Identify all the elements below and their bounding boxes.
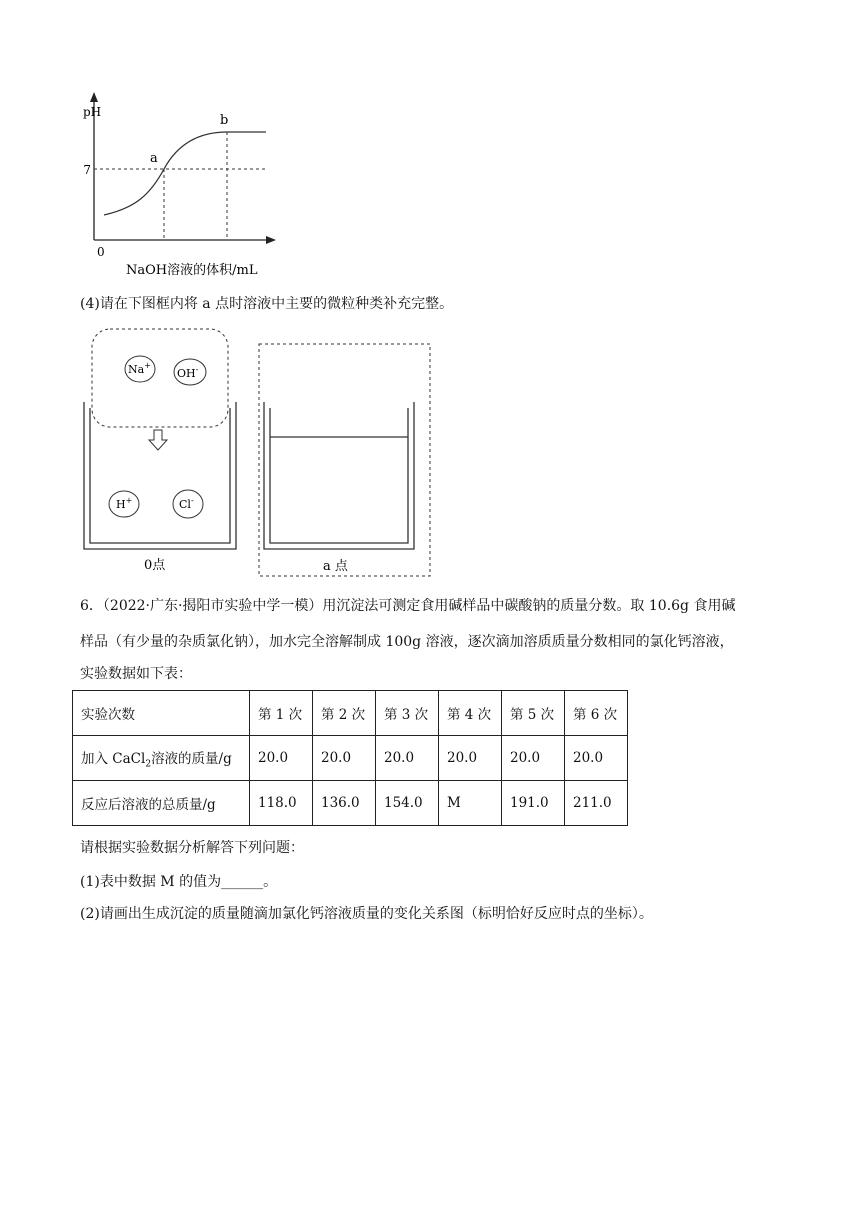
h-ion-label: H+: [116, 496, 133, 511]
added-ions-box: [92, 329, 228, 427]
left-beaker-caption: 0点: [144, 558, 166, 573]
table-cell: M: [439, 781, 502, 826]
answer-box: [259, 344, 430, 576]
table-cell: 20.0: [250, 736, 313, 781]
table-cell: 实验次数: [73, 691, 250, 736]
table-cell: 211.0: [565, 781, 628, 826]
problem6-line3: 实验数据如下表：: [80, 666, 192, 682]
beaker-diagrams: [78, 324, 438, 580]
right-beaker-caption: a 点: [323, 559, 348, 574]
table-row: [73, 736, 628, 781]
right-beaker-inner: [270, 408, 408, 543]
x-axis-arrow: [266, 236, 276, 244]
table-row: [73, 781, 628, 826]
down-arrow-icon: [149, 430, 167, 450]
table-cell: 20.0: [439, 736, 502, 781]
table-cell: 136.0: [313, 781, 376, 826]
instruction-text: 请根据实验数据分析解答下列问题：: [80, 840, 304, 856]
question-2: (2)请画出生成沉淀的质量随滴加氯化钙溶液质量的变化关系图（标明恰好反应时点的坐标）。: [80, 906, 653, 922]
origin-label: 0: [97, 245, 105, 259]
table-cell: 第 4 次: [439, 691, 502, 736]
tick-7-label: 7: [83, 163, 91, 177]
point-a-label: a: [150, 151, 158, 166]
table-cell: 第 1 次: [250, 691, 313, 736]
table-cell: 第 5 次: [502, 691, 565, 736]
oh-ion-label: OH-: [177, 365, 199, 380]
problem6-line2: 样品（有少量的杂质氯化钠），加水完全溶解制成 100g 溶液，逐次滴加溶质质量分数相同的氯化钙溶液，: [80, 634, 734, 650]
question-1: (1)表中数据 M 的值为______。: [80, 874, 278, 890]
table-cell: 20.0: [376, 736, 439, 781]
point-b-label: b: [220, 113, 229, 128]
table-header-row: [73, 691, 628, 736]
question-4: (4)请在下图框内将 a 点时溶液中主要的微粒种类补充完整。: [80, 296, 454, 312]
y-axis-arrow: [90, 92, 98, 102]
left-beaker-inner: [90, 408, 230, 543]
table-cell: 加入 CaCl$_2$溶液的质量/g: [73, 736, 250, 781]
table-cell: 154.0: [376, 781, 439, 826]
y-axis-label: pH: [83, 105, 102, 119]
left-beaker-outer: [84, 402, 236, 549]
ph-curve: [104, 132, 266, 215]
ph-titration-graph: [80, 90, 290, 280]
table-cell: 第 6 次: [565, 691, 628, 736]
cl-ion-label: Cl-: [179, 496, 194, 511]
table-cell: 第 3 次: [376, 691, 439, 736]
table-cell: 20.0: [565, 736, 628, 781]
table-cell: 191.0: [502, 781, 565, 826]
table-cell: 反应后溶液的总质量/g: [73, 781, 250, 826]
table-cell: 118.0: [250, 781, 313, 826]
right-beaker-outer: [264, 402, 414, 549]
na-ion-label: Na+: [128, 361, 151, 376]
problem6-line1: 6．（2022·广东·揭阳市实验中学一模）用沉淀法可测定食用碱样品中碳酸钠的质量分数。取 10.6g 食用碱: [80, 598, 736, 614]
x-axis-label: NaOH溶液的体积/mL: [126, 263, 258, 278]
experiment-table: [72, 690, 628, 826]
table-cell: 20.0: [313, 736, 376, 781]
table-cell: 第 2 次: [313, 691, 376, 736]
table-cell: 20.0: [502, 736, 565, 781]
